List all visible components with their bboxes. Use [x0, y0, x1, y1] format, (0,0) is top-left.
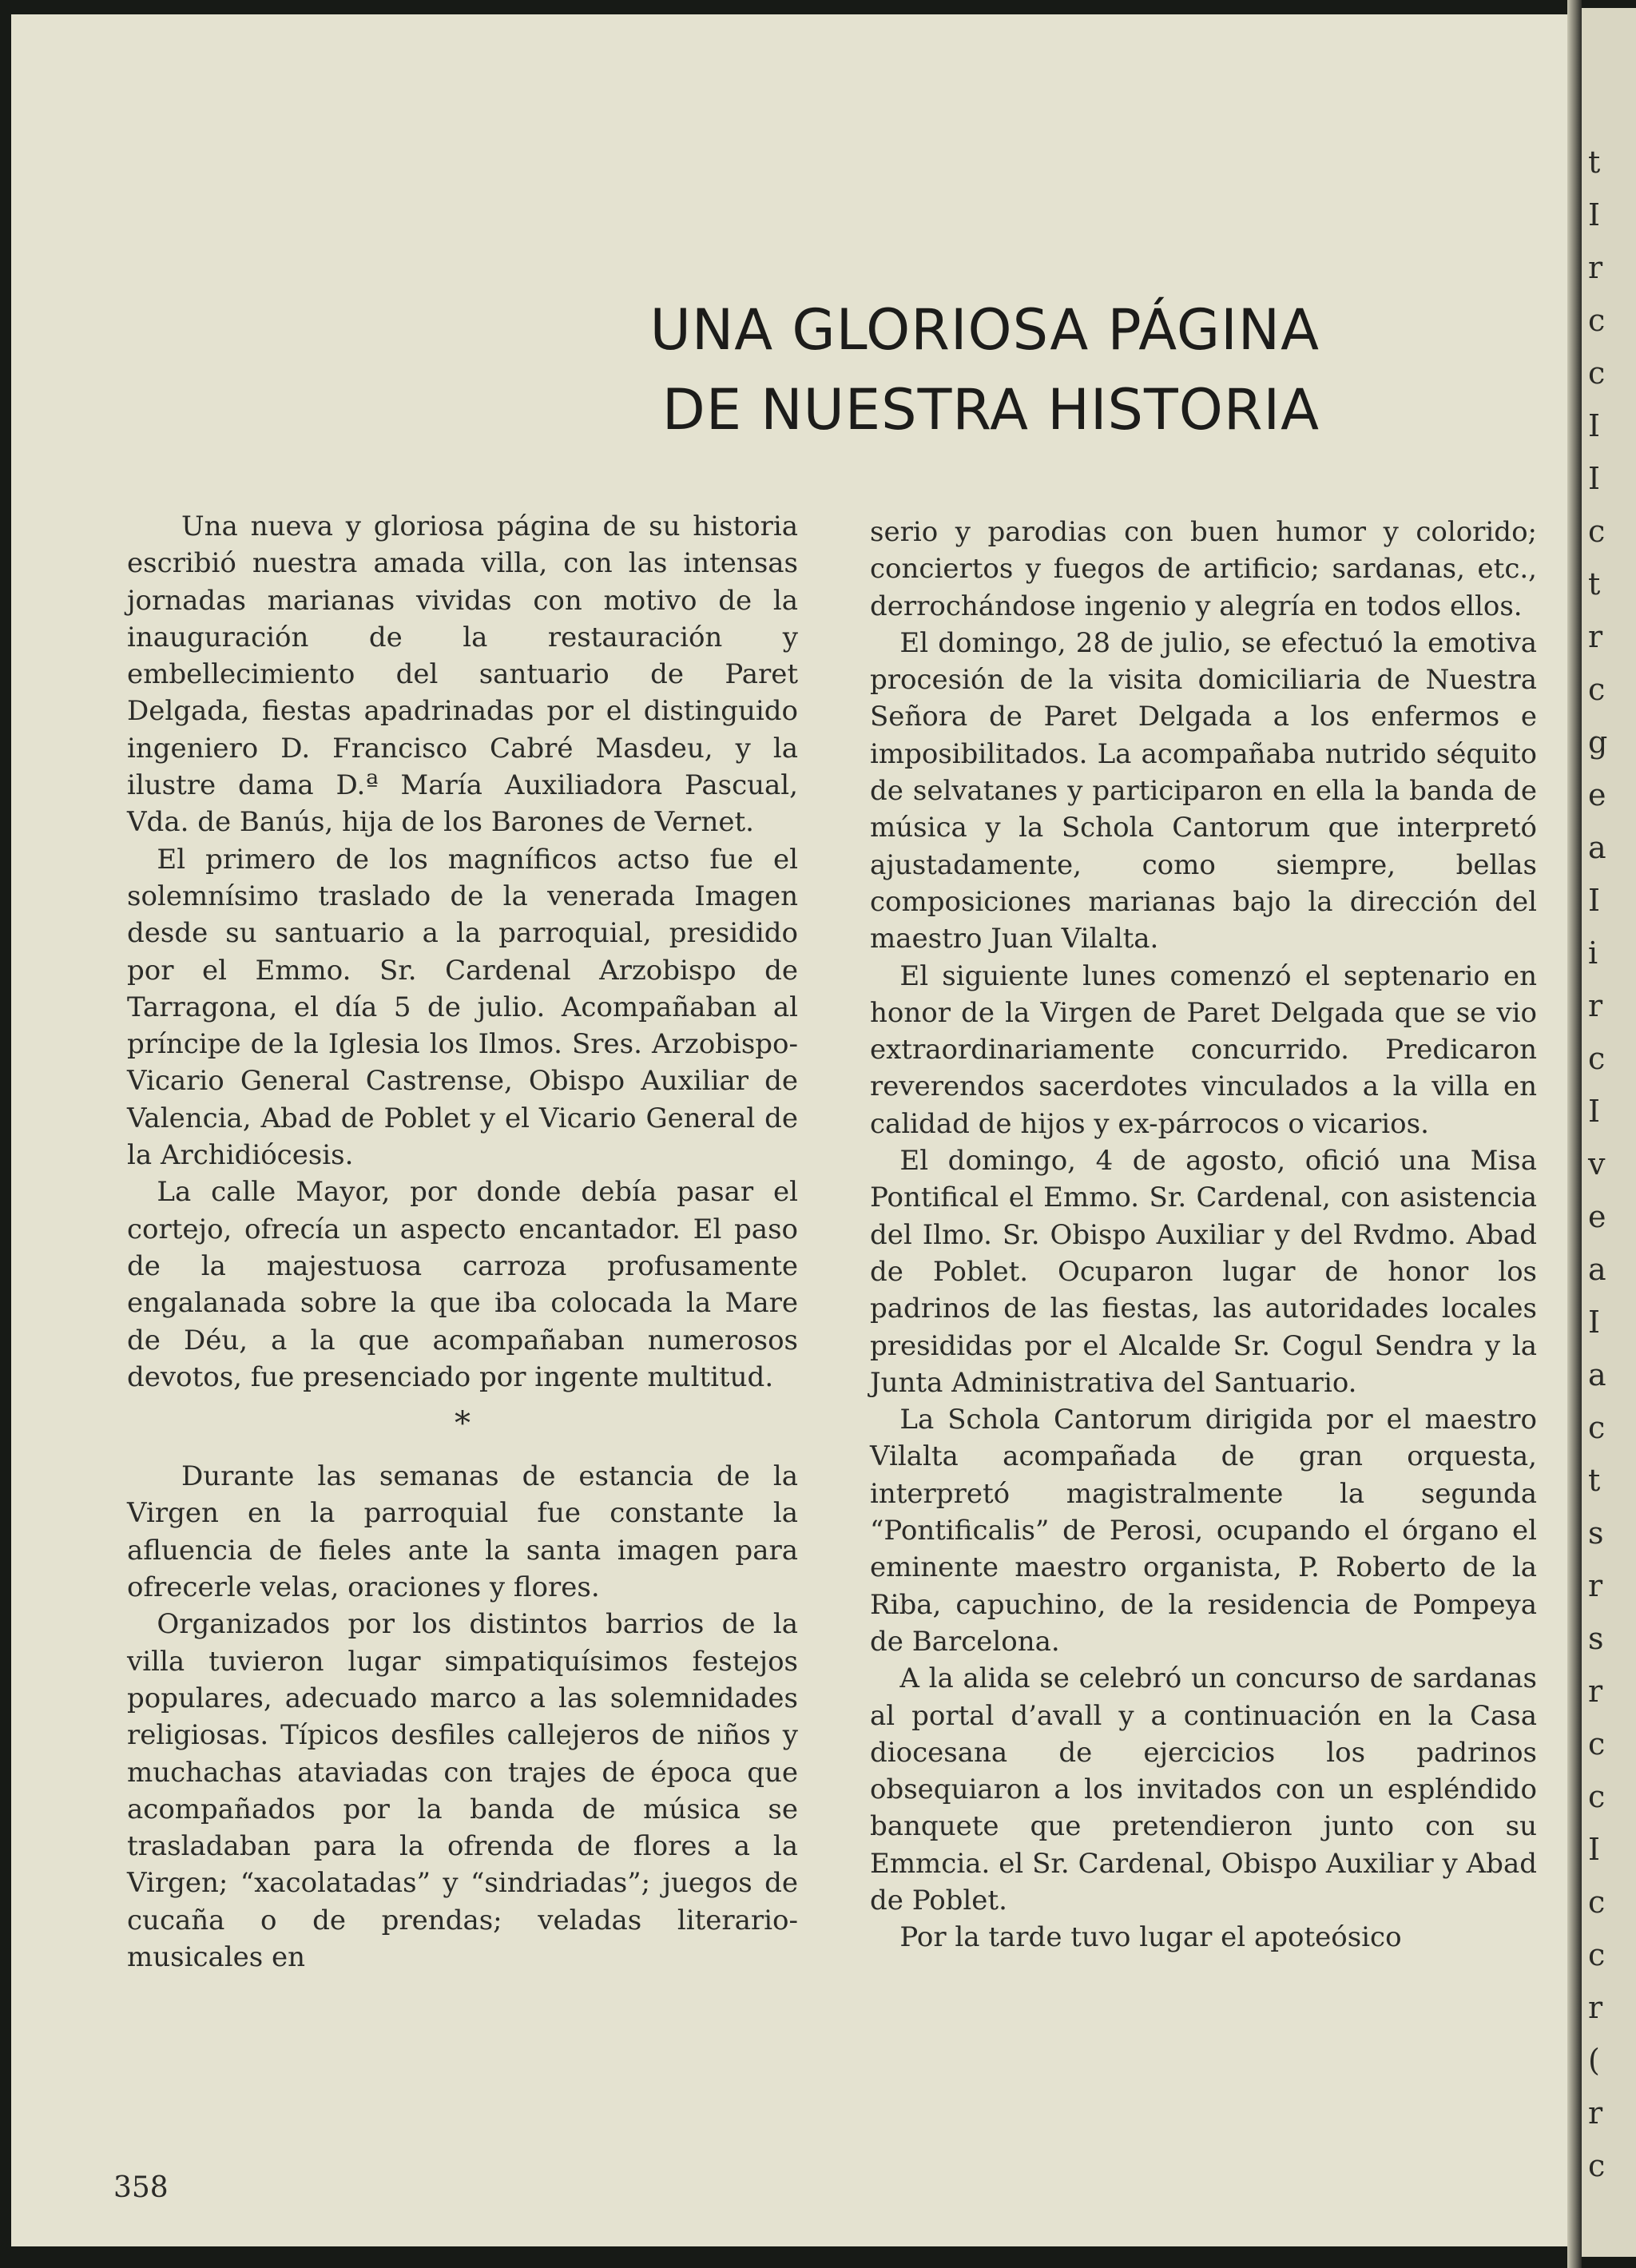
- paragraph: El siguiente lunes comenzó el septenario en honor de la Virgen de Paret Delgada que se vio extraordinariamente concurrido. Predicaron reverendos sacerdotes vinculados a la villa en calidad de hijos y ex-párrocos o vicarios.: [870, 959, 1537, 1140]
- next-page-text-fragment: c: [1588, 1726, 1606, 1762]
- next-page-text-fragment: c: [1588, 1937, 1606, 1972]
- paragraph: La Schola Cantorum dirigida por el maestro Vilalta acompañada de gran orquesta, interpretó magistralmente la segunda “Pontificalis” de Perosi, ocupando el órgano el eminente maestro organista, P. Roberto de la Riba, capuchino, de la residencia de Pompeya de Barcelona.: [870, 1404, 1537, 1658]
- paragraph: Organizados por los distintos barrios de la villa tuvieron lugar simpatiquísimos festejos populares, adecuado marco a las solemnidades religiosas. Típicos desfiles callejeros de niños y muchachas ataviadas con trajes de época que acompañados por la banda de música se trasladaban para la ofrenda de flores a la Virgen; “xacolatadas” y “sindriadas”; juegos de cucaña o de prendas; veladas literario-musicales en: [127, 1608, 798, 1973]
- next-page-text-fragment: I: [1588, 197, 1601, 232]
- paragraph: La calle Mayor, por donde debía pasar el cortejo, ofrecía un aspecto encantador. El paso de la majestuosa carroza profusamente engalanada sobre la que iba colocada la Mare de Déu, a la que acompañaban numerosos devotos, fue presenciado por ingente multitud.: [127, 1176, 798, 1393]
- next-page-text-fragment: c: [1588, 2148, 1606, 2183]
- next-page-text-fragment: r: [1588, 2095, 1603, 2131]
- next-page-text-fragment: c: [1588, 303, 1606, 338]
- next-page-text-fragment: c: [1588, 1410, 1606, 1445]
- paragraph: El primero de los magníficos actso fue el solemnísimo traslado de la venerada Imagen desde su santuario a la parroquial, presidido por el Emmo. Sr. Cardenal Arzobispo de Tarragona, el día 5 de julio. Acompañaban al príncipe de la Iglesia los Ilmos. Sres. Arzobispo-Vicario General Castrense, Obispo Auxiliar de Valencia, Abad de Poblet y el Vicario General de la Archidiócesis.: [127, 843, 798, 1172]
- next-page-text-fragment: v: [1588, 1146, 1606, 1182]
- next-page-text-fragment: I: [1588, 883, 1601, 918]
- next-page-text-fragment: a: [1588, 1252, 1606, 1287]
- title-line-2: DE NUESTRA HISTORIA: [661, 377, 1320, 443]
- next-page-edge: [1582, 8, 1636, 2257]
- section-separator: *: [455, 1405, 471, 1443]
- next-page-text-fragment: a: [1588, 830, 1606, 865]
- next-page-text-fragment: s: [1588, 1515, 1604, 1551]
- page-number: 358: [113, 2171, 169, 2204]
- next-page-text-fragment: c: [1588, 514, 1606, 549]
- paragraph: Durante las semanas de estancia de la Virgen en la parroquial fue constante la afluencia de fieles ante la santa imagen para ofrecerle velas, oraciones y flores.: [127, 1460, 798, 1604]
- paragraph: serio y parodias con buen humor y colorido; conciertos y fuegos de artificio; sardanas, etc., derrochándose ingenio y alegría en todos ellos.: [870, 516, 1537, 622]
- next-page-text-fragment: t: [1588, 145, 1601, 180]
- paragraph: Por la tarde tuvo lugar el apoteósico: [899, 1921, 1402, 1954]
- right-column: [870, 514, 1537, 1956]
- next-page-text-fragment: I: [1588, 408, 1601, 443]
- next-page-text-fragment: c: [1588, 1041, 1606, 1076]
- left-column: [127, 508, 798, 1976]
- next-page-text-fragment: c: [1588, 672, 1606, 707]
- next-page-text-fragment: r: [1588, 250, 1603, 285]
- next-page-text-fragment: t: [1588, 566, 1601, 602]
- next-page-text-fragment: I: [1588, 1305, 1601, 1340]
- next-page-text-fragment: i: [1588, 935, 1598, 971]
- next-page-text-fragment: t: [1588, 1463, 1601, 1498]
- title-line-1: UNA GLORIOSA PÁGINA: [649, 297, 1320, 363]
- next-page-text-fragment: c: [1588, 355, 1606, 391]
- next-page-text-fragment: I: [1588, 1094, 1601, 1129]
- magazine-page: [11, 14, 1575, 2246]
- next-page-text-fragment: r: [1588, 619, 1603, 654]
- paragraph: El domingo, 28 de julio, se efectuó la emotiva procesión de la visita domiciliaria de Nuestra Señora de Paret Delgada a los enfermos e imposibilitados. La acompañaba nutrido séquito de selvatanes y participaron en ella la banda de música y la Schola Cantorum que interpretó ajustadamente, como siempre, bellas composiciones marianas bajo la dirección del maestro Juan Vilalta.: [870, 626, 1537, 955]
- next-page-text-fragment: r: [1588, 988, 1603, 1023]
- next-page-text-fragment: e: [1588, 777, 1606, 812]
- next-page-text-fragment: (: [1588, 2043, 1600, 2078]
- next-page-text-fragment: r: [1588, 1568, 1603, 1603]
- next-page-text-fragment: e: [1588, 1199, 1606, 1234]
- next-page-text-fragment: g: [1588, 725, 1608, 760]
- next-page-text-fragment: c: [1588, 1885, 1606, 1920]
- next-page-text-fragment: s: [1588, 1621, 1604, 1656]
- next-page-text-fragment: I: [1588, 1832, 1601, 1867]
- next-page-text-fragment: r: [1588, 1674, 1603, 1709]
- book-gutter: [1567, 0, 1582, 2268]
- next-page-text-fragment: c: [1588, 1779, 1606, 1814]
- paragraph: El domingo, 4 de agosto, ofició una Misa Pontifical el Emmo. Sr. Cardenal, con asistencia del Ilmo. Sr. Obispo Auxiliar y del Rvdmo. Abad de Poblet. Ocuparon lugar de honor los padrinos de las fiestas, las autoridades locales presididas por el Alcalde Sr. Cogul Sendra y la Junta Administrativa del Santuario.: [870, 1145, 1537, 1399]
- next-page-text-fragment: a: [1588, 1357, 1606, 1392]
- next-page-text-fragment: r: [1588, 1990, 1603, 2025]
- paragraph: A la alida se celebró un concurso de sardanas al portal d’avall y a continuación en la Casa diocesana de ejercicios los padrinos obsequiaron a los invitados con un espléndido banquete que pretendieron junto con su Emmcia. el Sr. Cardenal, Obispo Auxiliar y Abad de Poblet.: [870, 1662, 1537, 1916]
- paragraph: Una nueva y gloriosa página de su historia escribió nuestra amada villa, con las intensas jornadas marianas vividas con motivo de la inauguración de la restauración y embellecimiento del santuario de Paret Delgada, fiestas apadrinadas por el distinguido ingeniero D. Francisco Cabré Masdeu, y la ilustre dama D.ª María Auxiliadora Pascual, Vda. de Banús, hija de los Barones de Vernet.: [127, 510, 798, 839]
- article-title: [650, 290, 1320, 450]
- next-page-text-fragment: I: [1588, 461, 1601, 496]
